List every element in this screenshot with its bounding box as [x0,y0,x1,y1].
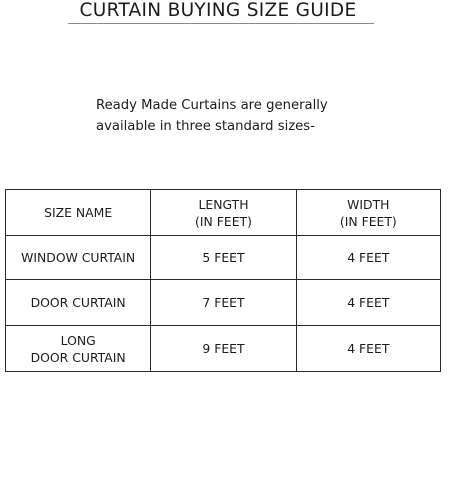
header-length [151,190,296,236]
size-name-line1: LONG [60,332,96,348]
table-header-row [6,190,441,236]
header-width-line1: WIDTH [347,196,390,212]
size-name-line2: DOOR CURTAIN [30,349,126,365]
table-row [6,326,441,372]
cell-width: 4 FEET [296,236,440,280]
title-underline [68,23,374,24]
size-guide-table [5,189,441,372]
header-size-name [6,190,151,236]
cell-size-name [6,326,151,372]
header-width [296,190,440,236]
header-length-line2: (IN FEET) [195,213,252,229]
cell-size-name [6,236,151,280]
intro-text [96,95,396,137]
table-row [6,280,441,326]
cell-length: 9 FEET [151,326,296,372]
size-name-line1: DOOR CURTAIN [30,295,126,310]
cell-length: 7 FEET [151,280,296,326]
cell-size-name [6,280,151,326]
size-name-line1: WINDOW CURTAIN [21,250,136,265]
header-size-name-line1: SIZE NAME [44,205,113,220]
cell-length: 5 FEET [151,236,296,280]
cell-width: 4 FEET [296,280,440,326]
header-width-line2: (IN FEET) [339,213,397,229]
intro-line-2: available in three standard sizes- [96,119,315,134]
cell-width: 4 FEET [296,326,440,372]
intro-line-1: Ready Made Curtains are generally [96,98,328,113]
header-length-line1: LENGTH [198,196,249,212]
page-title: CURTAIN BUYING SIZE GUIDE [79,0,357,21]
table-row [6,236,441,280]
